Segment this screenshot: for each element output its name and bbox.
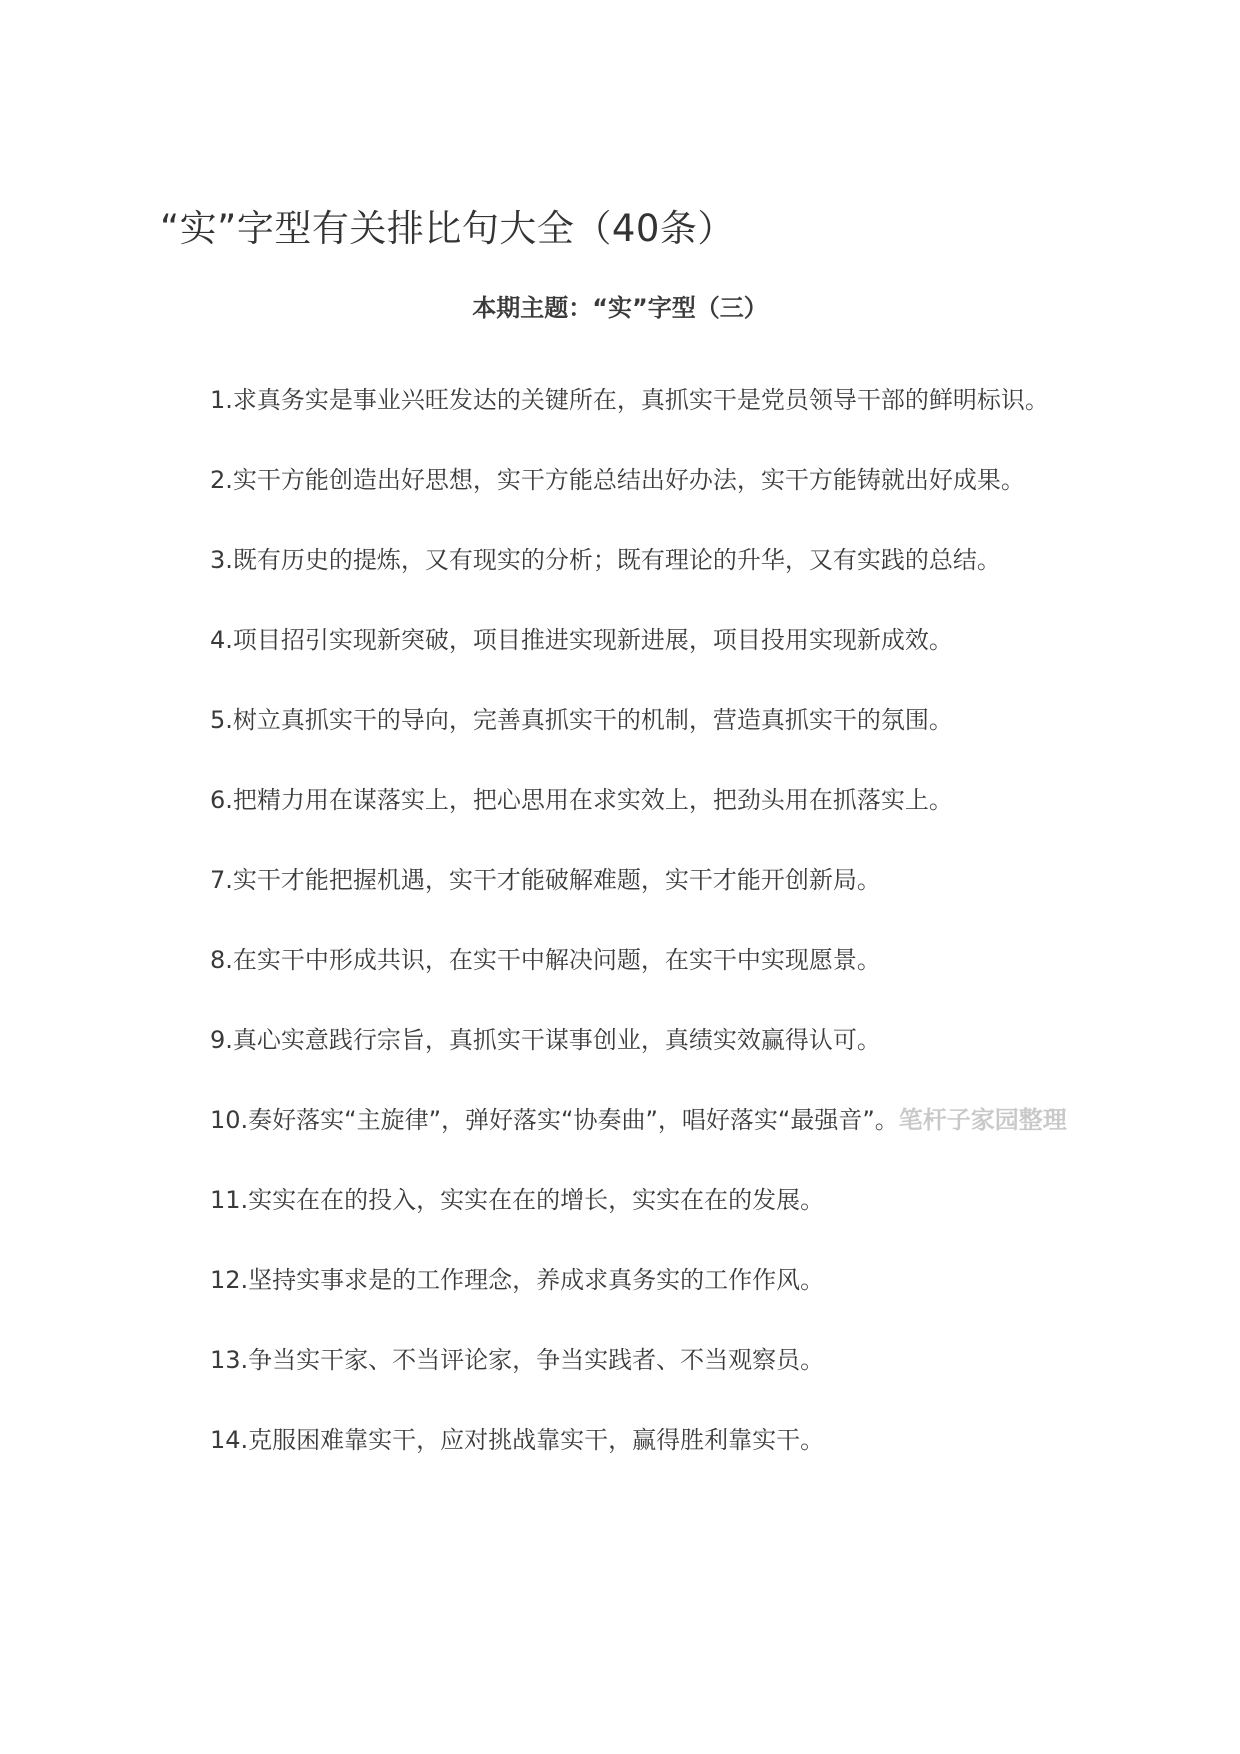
list-item: 6.把精力用在谋落实上，把心思用在求实效上，把劲头用在抓落实上。 — [210, 786, 953, 814]
document-title: “实”字型有关排比句大全（40条） — [160, 207, 735, 250]
list-item: 7.实干才能把握机遇，实干才能破解难题，实干才能开创新局。 — [210, 866, 881, 894]
list-item: 12.坚持实事求是的工作理念，养成求真务实的工作作风。 — [210, 1266, 825, 1294]
list-item-text: 10.奏好落实“主旋律”，弹好落实“协奏曲”，唱好落实“最强音”。 — [210, 1106, 899, 1134]
document-subtitle: 本期主题：“实”字型（三） — [472, 294, 768, 322]
list-item: 9.真心实意践行宗旨，真抓实干谋事创业，真绩实效赢得认可。 — [210, 1026, 881, 1054]
list-item: 3.既有历史的提炼，又有现实的分析；既有理论的升华，又有实践的总结。 — [210, 546, 1001, 574]
list-item: 2.实干方能创造出好思想，实干方能总结出好办法，实干方能铸就出好成果。 — [210, 466, 1025, 494]
list-item: 11.实实在在的投入，实实在在的增长，实实在在的发展。 — [210, 1186, 825, 1214]
sentence-list — [160, 368, 1100, 1488]
list-item: 8.在实干中形成共识，在实干中解决问题，在实干中实现愿景。 — [210, 946, 881, 974]
list-item: 5.树立真抓实干的导向，完善真抓实干的机制，营造真抓实干的氛围。 — [210, 706, 953, 734]
list-item-with-watermark — [160, 1088, 1100, 1152]
list-item: 14.克服困难靠实干，应对挑战靠实干，赢得胜利靠实干。 — [210, 1426, 825, 1454]
list-item: 4.项目招引实现新突破，项目推进实现新进展，项目投用实现新成效。 — [210, 626, 953, 654]
watermark-text: 笔杆子家园整理 — [898, 1106, 1067, 1134]
list-item: 13.争当实干家、不当评论家，争当实践者、不当观察员。 — [210, 1346, 825, 1374]
list-item: 1.求真务实是事业兴旺发达的关键所在，真抓实干是党员领导干部的鲜明标识。 — [210, 386, 1049, 414]
